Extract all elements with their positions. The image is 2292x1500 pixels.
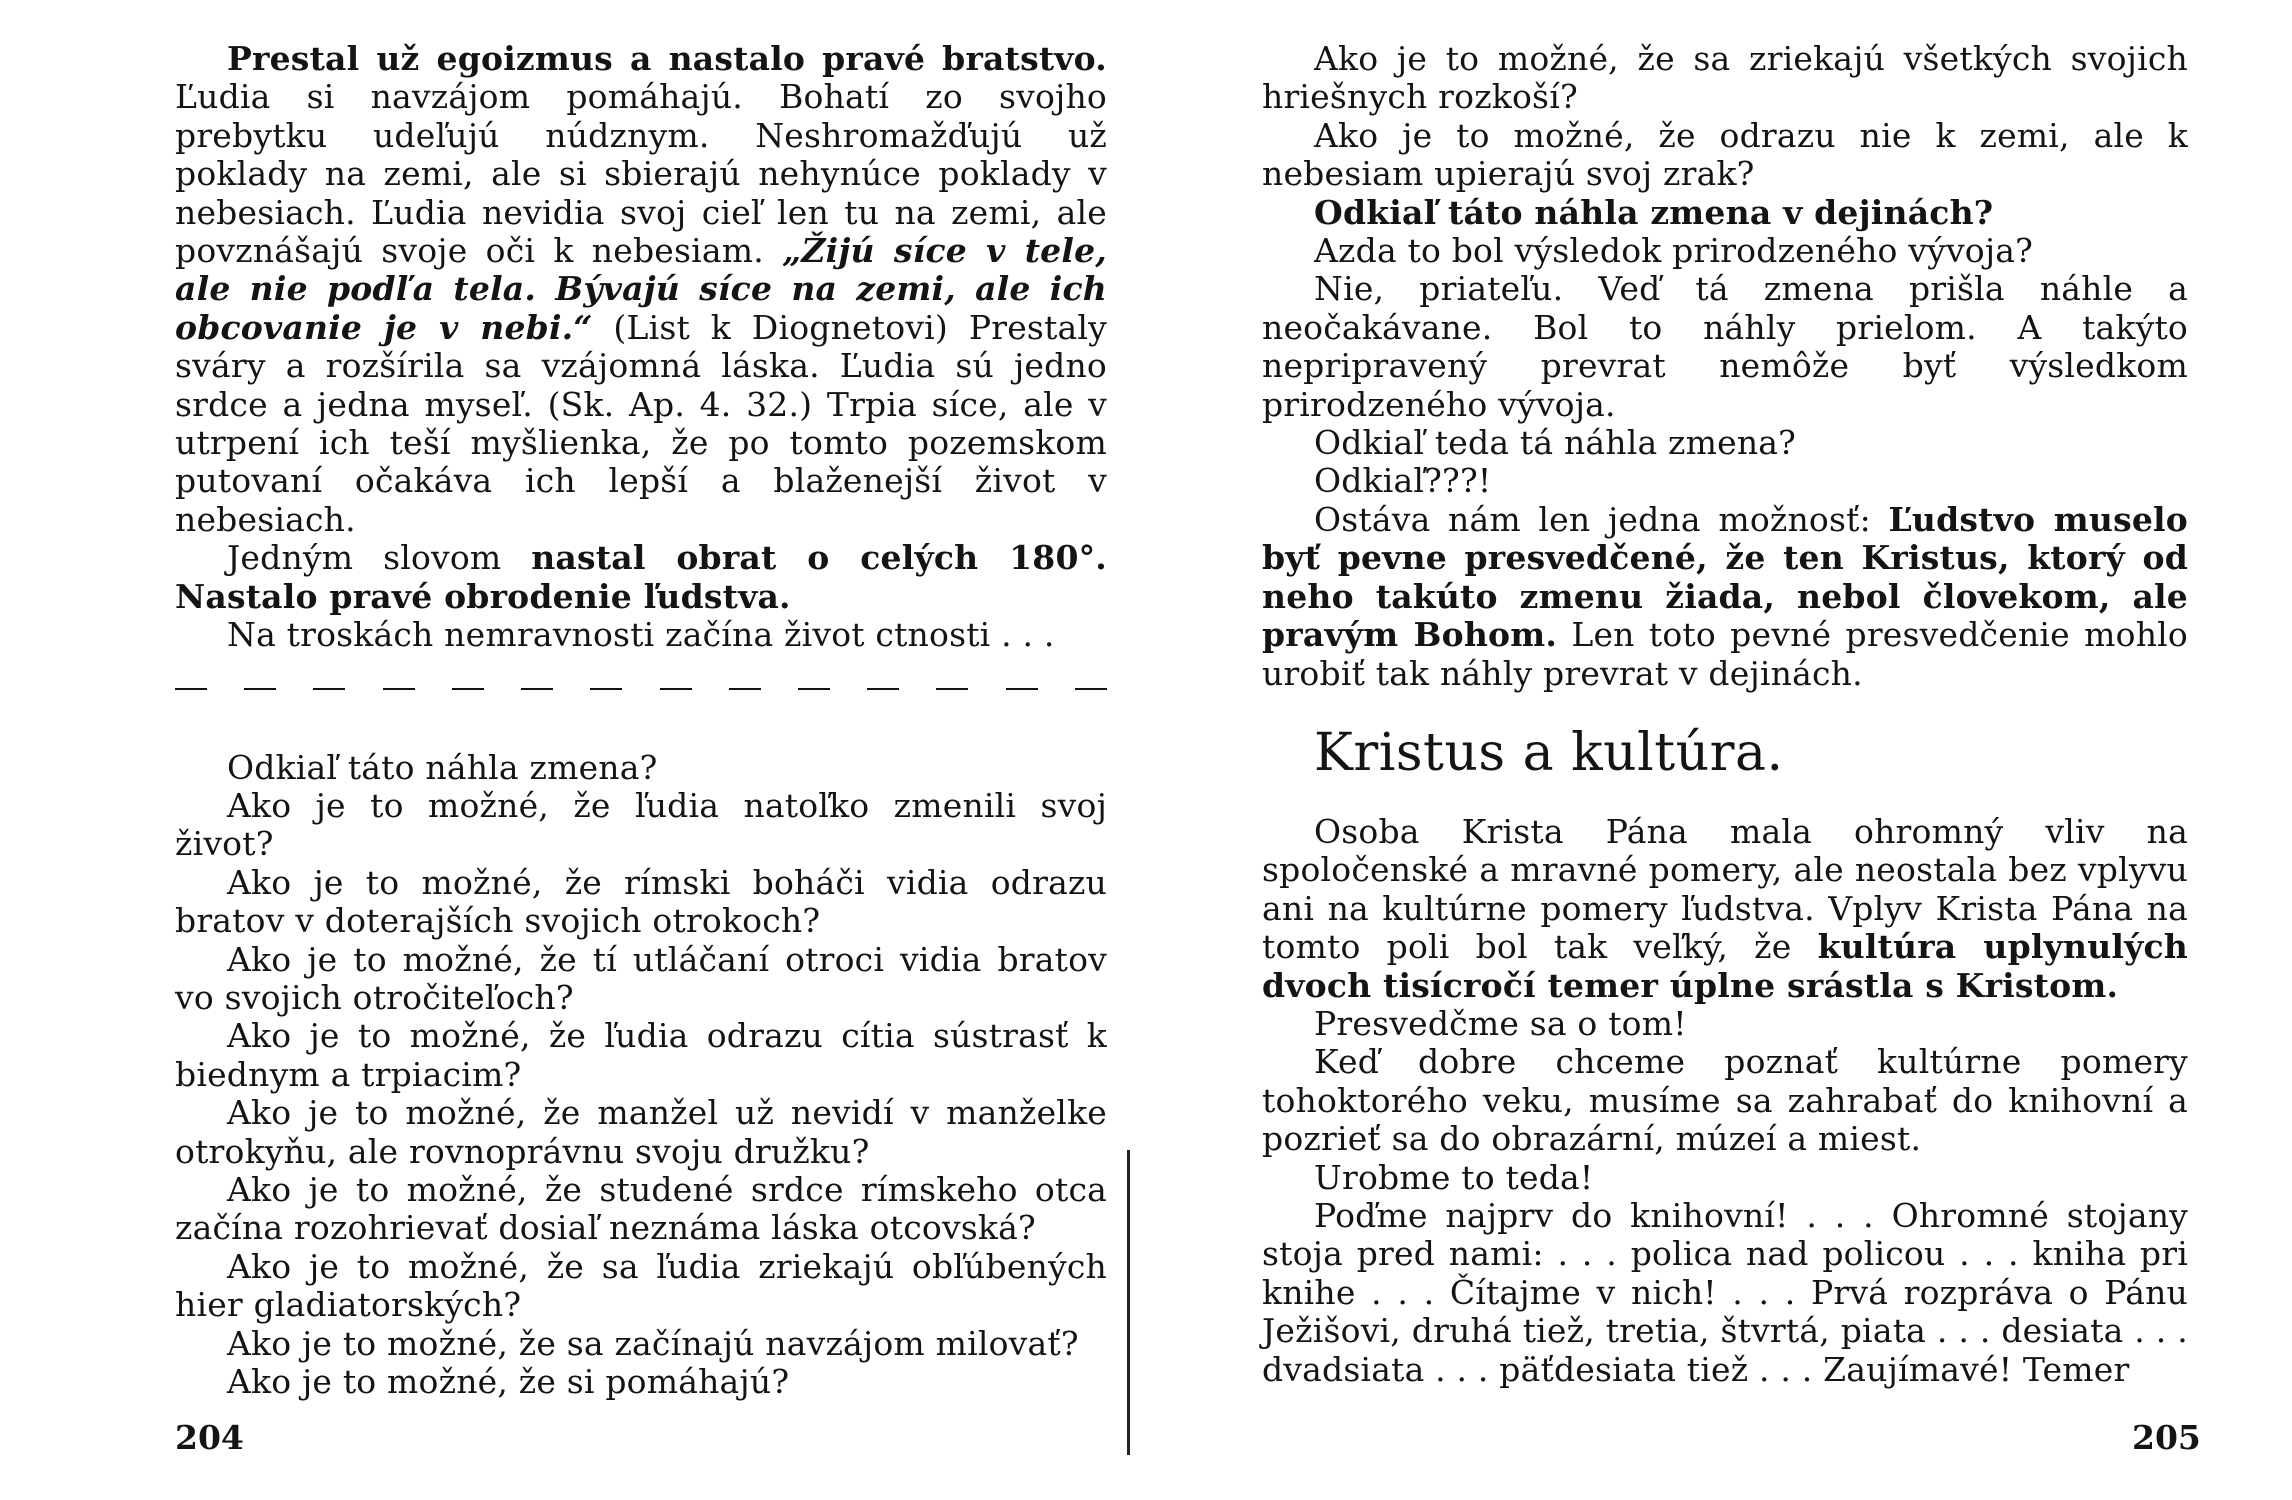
dash (452, 688, 484, 690)
question-10: Ako je to možné, že si pomáhajú? (227, 1362, 790, 1401)
text-span: Len toto pevné presvedčenie mohlo urobiť tak náhly prevrat v dejinách. (1262, 615, 2188, 693)
question-gaze: Ako je to možné, že odrazu nie k zemi, ale k nebesiam upierajú svoj zrak? (1262, 115, 2188, 194)
question-8: Ako je to možné, že sa ľudia zriekajú obľúbených hier gladiatorských? (175, 1246, 1107, 1325)
dash-separator (175, 669, 1107, 709)
paragraph-library: Poďme najprv do knihovní! . . . Ohromné stojany stoja pred nami: . . . polica nad policou . . . kniha pri knihe . . . Čítajme v nich! . . . Prvá rozpráva o Pánu Ježišovi, druhá tiež, tretia, štvrtá, piata . . . desiata . . . dvadsiata . . . päťdesiata tiež . . . Zaujímavé! Temer (1262, 1195, 2188, 1389)
right-page (1262, 40, 2188, 1389)
text-span: Osoba Krista Pána mala ohromný vliv na spoločenské a mravné pomery, ale neostala bez vplyvu ani na kultúrne pomery ľudstva. Vplyv Krista Pána na tomto poli bol tak veľký, že (1262, 811, 2188, 967)
paragraph-do: Urobme to teda! (1314, 1157, 1594, 1197)
question-4: Ako je to možné, že tí utláčaní otroci vidia bratov vo svojich otročiteľoch? (175, 939, 1107, 1017)
question-7: Ako je to možné, že studené srdce rímskeho otca začína rozohrievať dosiaľ neznáma láska otcovská? (175, 1169, 1107, 1248)
dash (660, 688, 692, 690)
gutter-shadow (1127, 1150, 1130, 1455)
bold-phrase: kultúra uplynulých dvoch tisícročí temer úplne srástla s Kristom. (1262, 927, 2188, 1005)
page-number-left: 204 (175, 1418, 244, 1457)
question-whence: Odkiaľ teda tá náhla zmena? (1314, 423, 1797, 463)
dash (867, 688, 899, 690)
bold-phrase: Ľudstvo muselo byť pevne presvedčené, že ten Kristus, ktorý od neho takúto zmenu žiada, nebol človekom, ale pravým Bohom. (1262, 499, 2188, 655)
text-span: (List k Diognetovi) Prestaly sváry a rozšírila sa vzájomná láska. Ľudia sú jedno srdce a jedna myseľ. (Sk. Ap. 4. 32.) Trpia síce, ale v utrpení ich teší myšlienka, že po tomto pozemskom putovaní očakáva ich lepší a blaženejší život v nebesiach. (175, 307, 1108, 539)
dash (1006, 688, 1038, 690)
dash (729, 688, 761, 690)
paragraph-conclusion (1262, 501, 2188, 693)
paragraph-answer: Nie, priateľu. Veď tá zmena prišla náhle a neočakávane. Bol to náhly prielom. A takýto nepripravený prevrat nemôže byť výsledkom prirodzeného vývoja. (1262, 269, 2188, 424)
dash (1075, 688, 1107, 690)
paragraph-brotherhood (175, 40, 1107, 539)
question-6: Ako je to možné, že manžel už nevidí v manželke otrokyňu, ale rovnoprávnu svoju družku? (175, 1093, 1107, 1171)
dash (936, 688, 968, 690)
question-9: Ako je to možné, že sa začínajú navzájom milovať? (227, 1323, 1079, 1363)
quote-diognetus: „Žijú síce v tele, ale nie podľa tela. Bývajú síce na zemi, ale ich obcovanie je v nebi.“ (175, 231, 1107, 347)
paragraph-when: Keď dobre chceme poznať kultúrne pomery tohoktorého veku, musíme sa zahrabať do knihovní a pozrieť sa do obrazární, múzeí a miest. (1262, 1042, 2188, 1159)
question-evolution: Azda to bol výsledok prirodzeného vývoja? (1314, 231, 2034, 271)
text-span: Ľudia si navzájom pomáhajú. Bohatí zo svojho prebytku udeľujú núdznym. Neshromažďujú už poklady na zemi, ale si sbierajú nehynúce poklady v nebesiach. Ľudia nevidia svoj cieľ len tu na zemi, ale povznášajú svoje oči k nebesiam. (175, 77, 1107, 271)
paragraph-convince: Presvedčme sa o tom! (1314, 1003, 1687, 1043)
paragraph-culture (1262, 813, 2188, 1005)
question-3: Ako je to možné, že rímski boháči vidia odrazu bratov v doterajších svojich otrokoch? (175, 862, 1107, 941)
paragraph-ruins: Na troskách nemravnosti začína život ctnosti . . . (227, 615, 1055, 655)
dash (244, 688, 276, 690)
dash (590, 688, 622, 690)
left-page (175, 40, 1107, 1401)
text-span: Jedným slovom (227, 538, 532, 578)
question-5: Ako je to možné, že ľudia odrazu cítia sústrasť k biednym a trpiacim? (175, 1016, 1107, 1094)
dash (798, 688, 830, 690)
dash (175, 688, 207, 690)
dash (521, 688, 553, 690)
bold-phrase: nastal obrat o celých 180°. Nastalo pravé obrodenie ľudstva. (175, 538, 1107, 616)
section-heading: Kristus a kultúra. (1314, 722, 1784, 783)
dash (383, 688, 415, 690)
paragraph-turnaround (175, 539, 1107, 616)
question-history: Odkiaľ táto náhla zmena v dejinách? (1314, 192, 1994, 232)
question-2: Ako je to možné, že ľudia natoľko zmenili svoj život? (175, 785, 1107, 864)
question-1: Odkiaľ táto náhla zmena? (227, 747, 658, 787)
question-sins: Ako je to možné, že sa zriekajú všetkých svojich hriešnych rozkoší? (1262, 39, 2188, 117)
page-number-right: 205 (2132, 1418, 2201, 1457)
bold-phrase: Prestal už egoizmus a nastalo pravé bratstvo. (227, 39, 1107, 78)
dash (313, 688, 345, 690)
question-whence-exclaim: Odkiaľ???! (1314, 461, 1492, 501)
text-span: Ostáva nám len jedna možnosť: (1314, 499, 1889, 539)
